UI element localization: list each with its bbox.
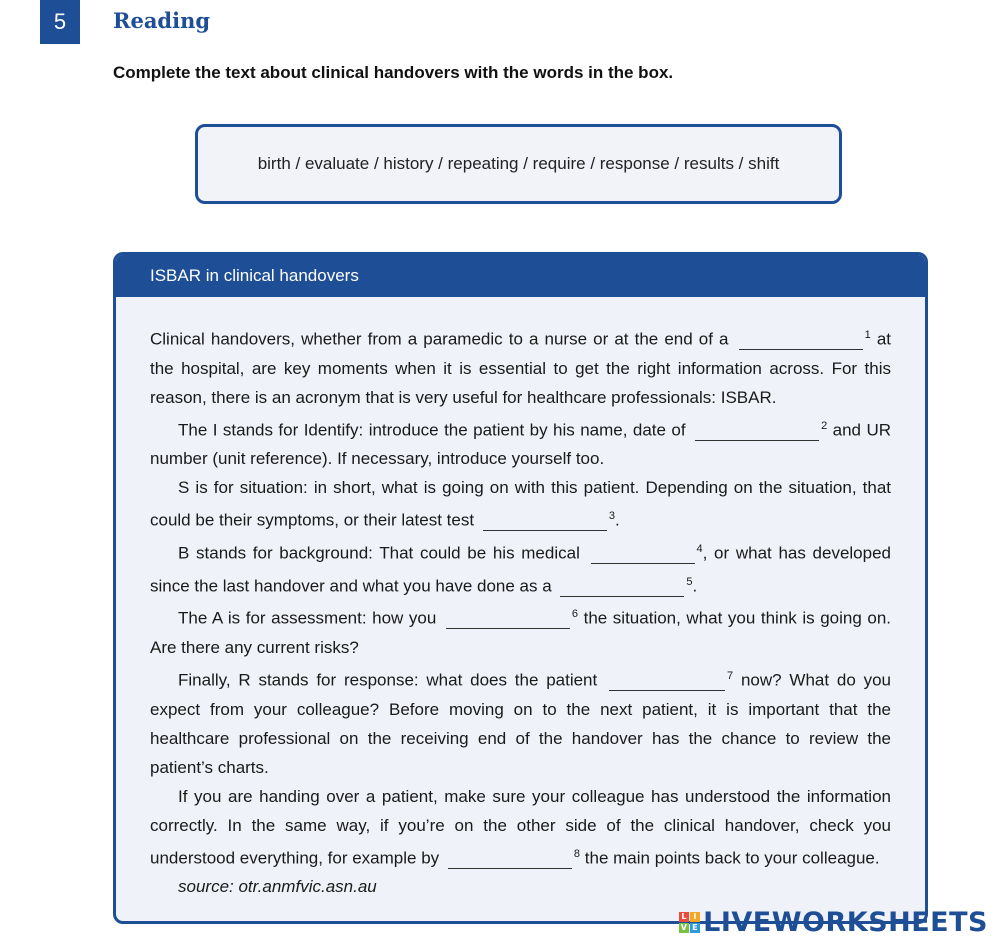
paragraph-3 [150,473,891,535]
logo-mark-icon [679,912,700,933]
paragraph-text: . [692,576,698,596]
section-title: Reading [113,8,211,33]
gap-number: 3 [608,510,615,523]
gap-2-input[interactable] [695,422,819,441]
gap-number: 2 [821,419,828,432]
paragraph-text: B stands for background: That could be his medical [178,543,580,563]
logo-mark-letter: E [690,923,700,933]
logo-mark-letter: L [679,912,689,922]
paragraph-1 [150,321,891,412]
exercise-number: 5 [53,9,67,34]
paragraph-text: the situation, what you think is going on. Are there any current risks? [150,608,892,657]
paragraph-5 [150,600,891,662]
word-box [195,124,842,204]
gap-number: 6 [571,608,579,621]
instruction-text: Complete the text about clinical handovers with the words in the box. [113,63,674,82]
article-header [116,255,925,297]
paragraph-text: now? What do you expect from your colleague? Before moving on to the next patient, it is important that the healthcare professional on the receiving end of the handover has the chance to review the patient’s charts. [150,670,891,777]
gap-1-input[interactable] [739,331,863,350]
paragraph-text: at the hospital, are key moments when it is essential to get the right information across. For this reason, there is an acronym that is very useful for healthcare professionals: ISBAR. [150,329,891,407]
gap-number: 5 [686,575,693,588]
gap-number: 8 [573,847,581,860]
logo-mark-letter: V [680,923,688,932]
gap-6-input[interactable] [446,610,570,629]
paragraph-text: Finally, R stands for response: what does the patient [178,670,598,690]
logo-text: LIVEWORKSHEETS [703,907,988,938]
gap-8-input[interactable] [448,850,572,869]
gap-number: 7 [727,669,734,682]
paragraph-text: and UR number (unit reference). If necessary, introduce yourself too. [150,420,892,469]
paragraph-6 [150,662,891,782]
paragraph-text: S is for situation: in short, what is going on with this patient. Depending on the situation, that could be their symptoms, or their latest test [150,478,891,530]
paragraph-text: The A is for assessment: how you [178,608,437,628]
paragraph-text: If you are handing over a patient, make sure your colleague has understood the information correctly. In the same way, if you’re on the other side of the clinical handover, check you understood everything, for example by [150,786,891,868]
word-box-words: birth / evaluate / history / repeating / require / response / results / shift [257,154,780,173]
paragraph-text: the main points back to your colleague. [584,848,880,868]
article-body [116,297,925,901]
article-box [113,252,928,924]
paragraph-text: Clinical handovers, whether from a paramedic to a nurse or at the end of a [150,329,729,349]
paragraph-text: . [614,510,620,530]
paragraph-4 [150,535,891,600]
paragraph-2 [150,412,891,474]
paragraph-text: The I stands for Identify: introduce the patient by his name, date of [178,420,686,440]
paragraph-text: , or what has developed since the last handover and what you have done as a [150,543,891,596]
source-citation: source: otr.anmfvic.asn.au [178,877,377,897]
logo-mark-letter: I [690,912,700,922]
gap-5-input[interactable] [560,578,684,597]
gap-3-input[interactable] [483,512,607,531]
liveworksheets-logo [679,907,988,938]
exercise-number-badge [40,0,80,44]
gap-number: 4 [696,542,703,555]
gap-7-input[interactable] [609,672,725,691]
article-title: ISBAR in clinical handovers [150,266,359,285]
gap-number: 1 [864,329,871,341]
gap-4-input[interactable] [591,545,695,564]
paragraph-7 [150,782,891,873]
